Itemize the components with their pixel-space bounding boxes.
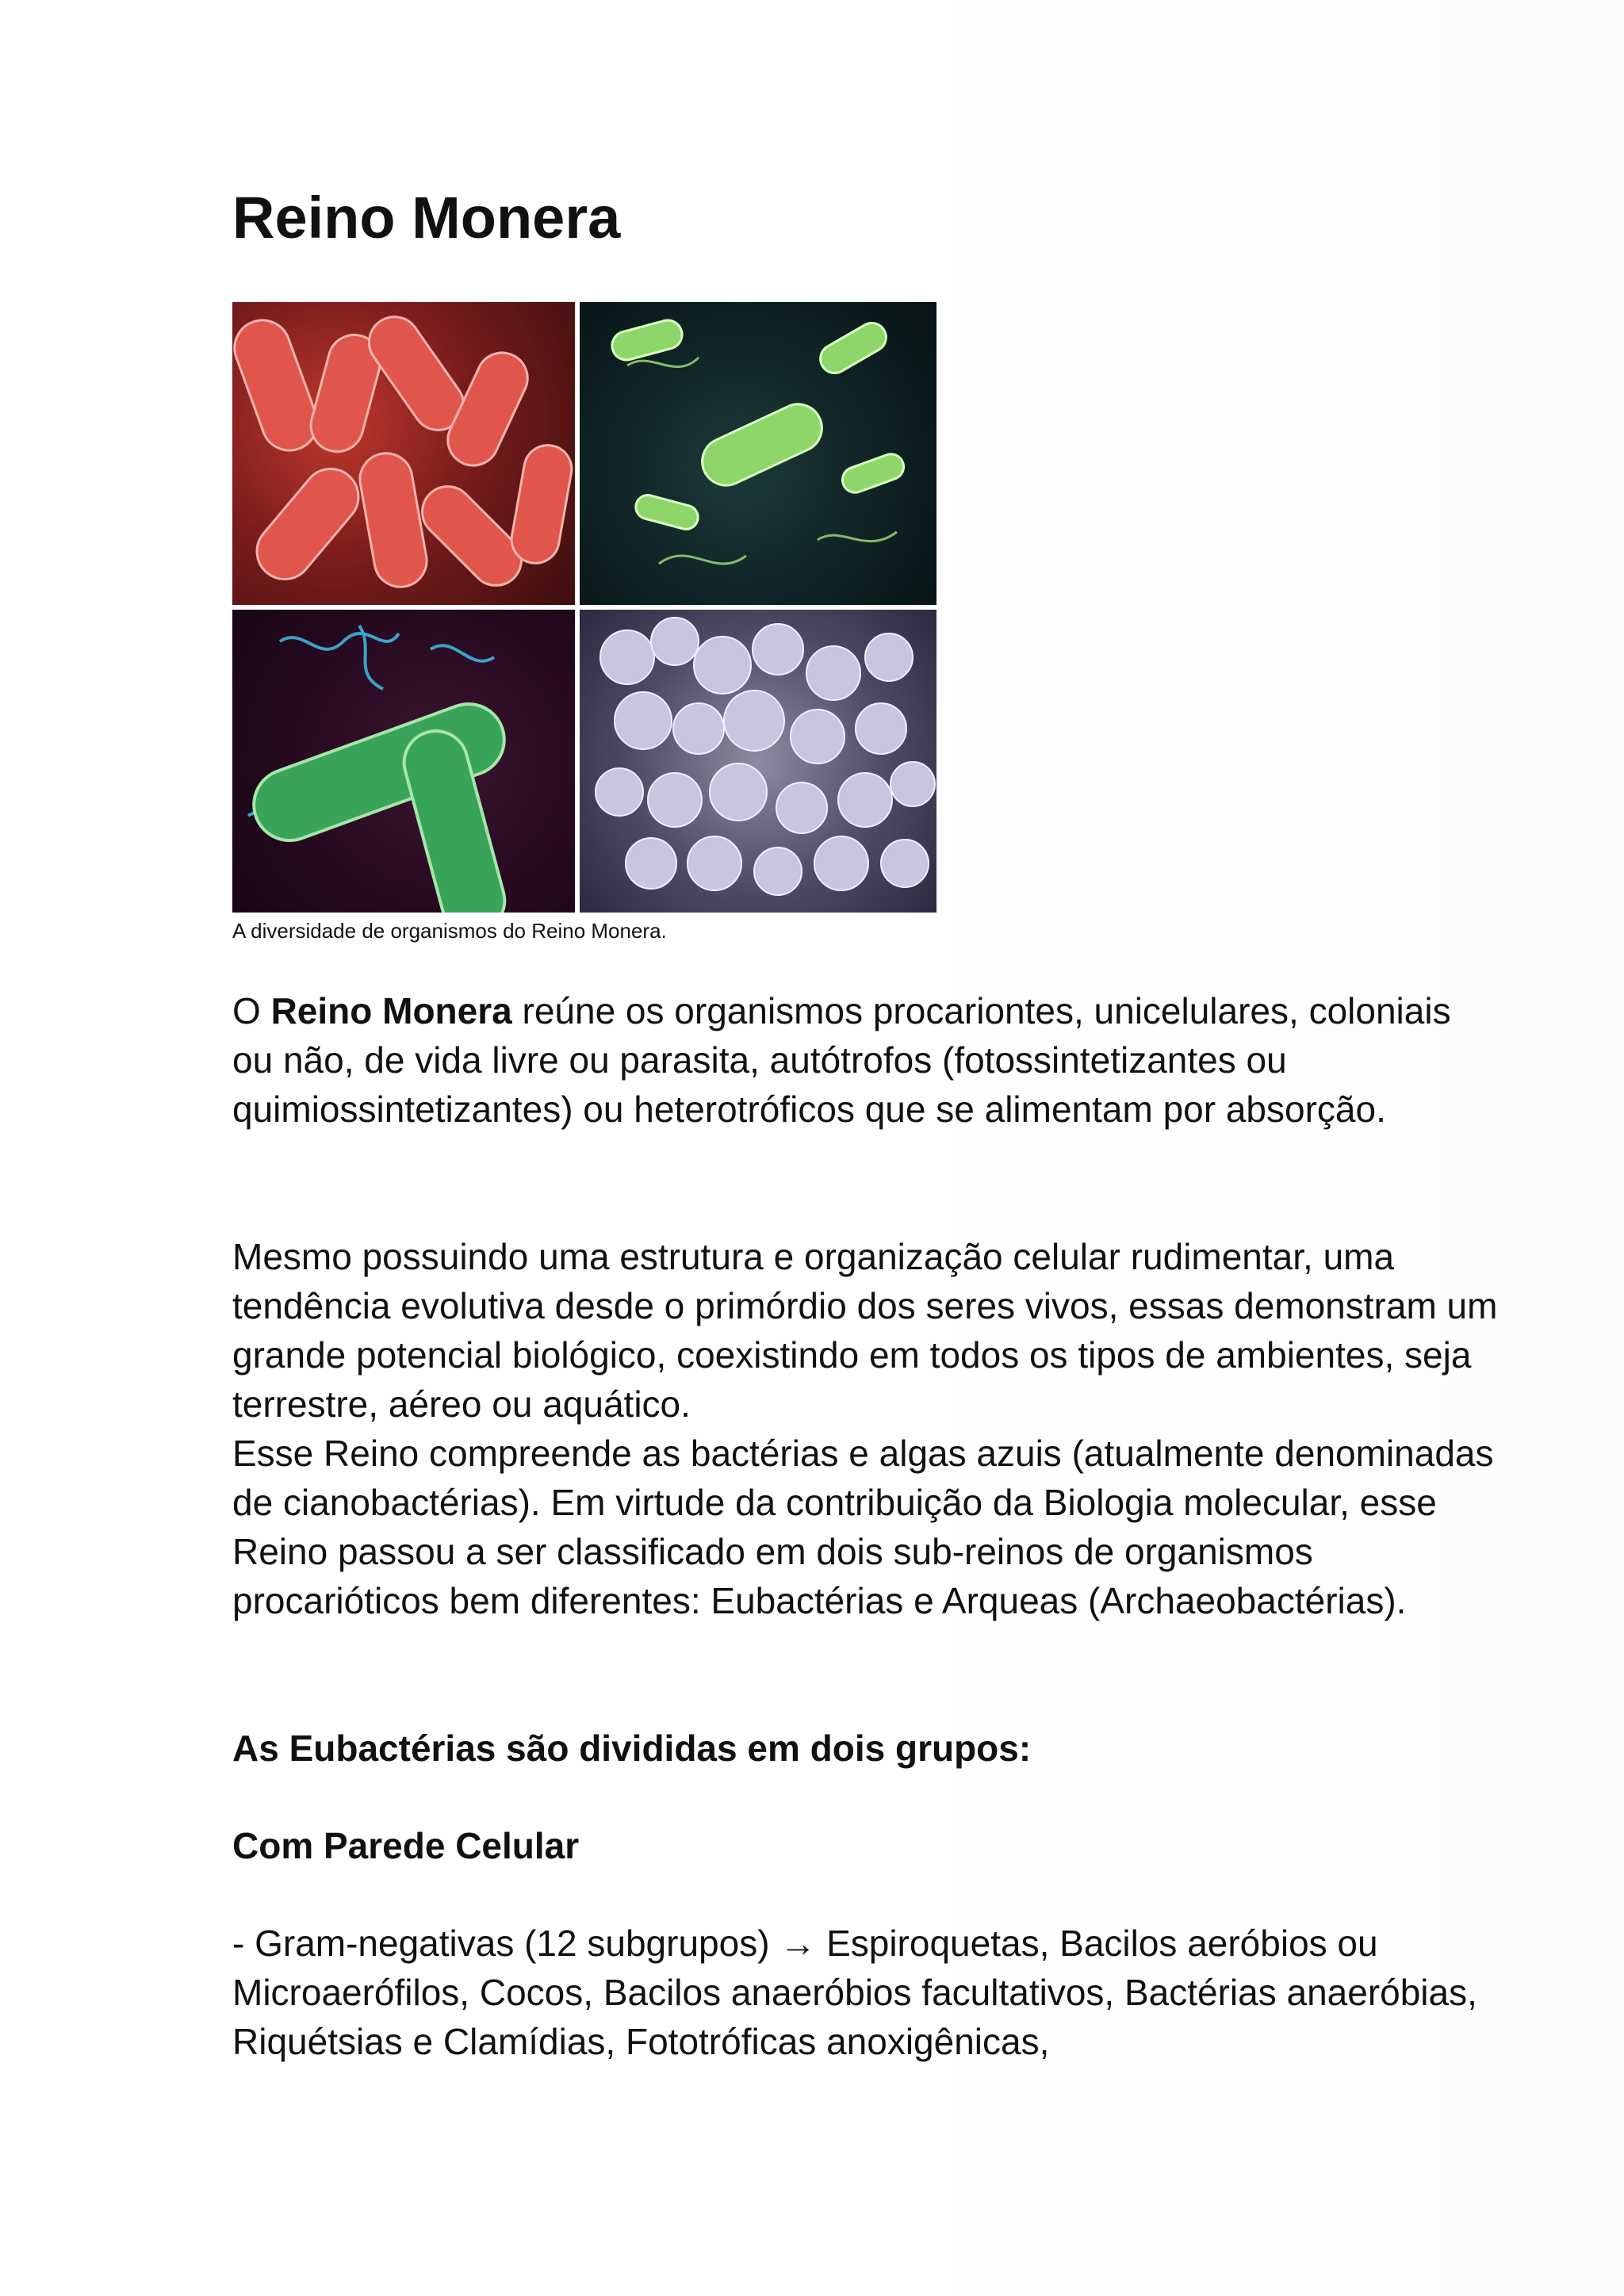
figure-caption: A diversidade de organismos do Reino Monera.	[232, 919, 667, 943]
paragraph-intro-rest: reúne os organismos procariontes, unicelulares, coloniais ou não, de vida livre ou parasita, autótrofos (fotossintetizantes ou quimiossintetizantes) ou heterotróficos que se alimentam por absorção.	[232, 990, 1451, 1130]
photo-green-rod-bacteria	[232, 610, 575, 913]
paragraph-structure: Mesmo possuindo uma estrutura e organização celular rudimentar, uma tendência evolutiva desde o primórdio dos seres vivos, essas demonstram um grande potencial biológico, coexistindo em todos os tipos de ambientes, seja terrestre, aéreo ou aquático.	[232, 1236, 1498, 1425]
paragraph-gram-negative: - Gram-negativas (12 subgrupos) → Espiroquetas, Bacilos aeróbios ou Microaerófilos, Cocos, Bacilos anaeróbios facultativos, Bactérias anaeróbias, Riquétsias e Clamídias, Fototróficas anoxigênicas,	[232, 1923, 1477, 2062]
paragraph-classification: Esse Reino compreende as bactérias e algas azuis (atualmente denominadas de cianobactérias). Em virtude da contribuição da Biologia molecular, esse Reino passou a ser classificado em dois sub-reinos de organismos procarióticos bem diferentes: Eubactérias e Arqueas (Archaeobactérias).	[232, 1433, 1494, 1621]
bacteria-photo-collage	[232, 302, 936, 913]
section-heading-cell-wall: Com Parede Celular	[232, 1825, 580, 1866]
photo-green-flagellated-bacteria	[580, 302, 936, 605]
section-heading-eubacteria: As Eubactérias são divididas em dois grupos:	[232, 1728, 1032, 1769]
photo-cocci-cluster	[580, 610, 936, 913]
paragraph-intro-bold: Reino Monera	[270, 990, 512, 1031]
paragraph-intro-prefix: O	[232, 990, 271, 1031]
paragraph-intro	[232, 986, 1501, 1134]
page-title: Reino Monera	[232, 185, 621, 251]
photo-red-bacilli	[232, 302, 575, 605]
